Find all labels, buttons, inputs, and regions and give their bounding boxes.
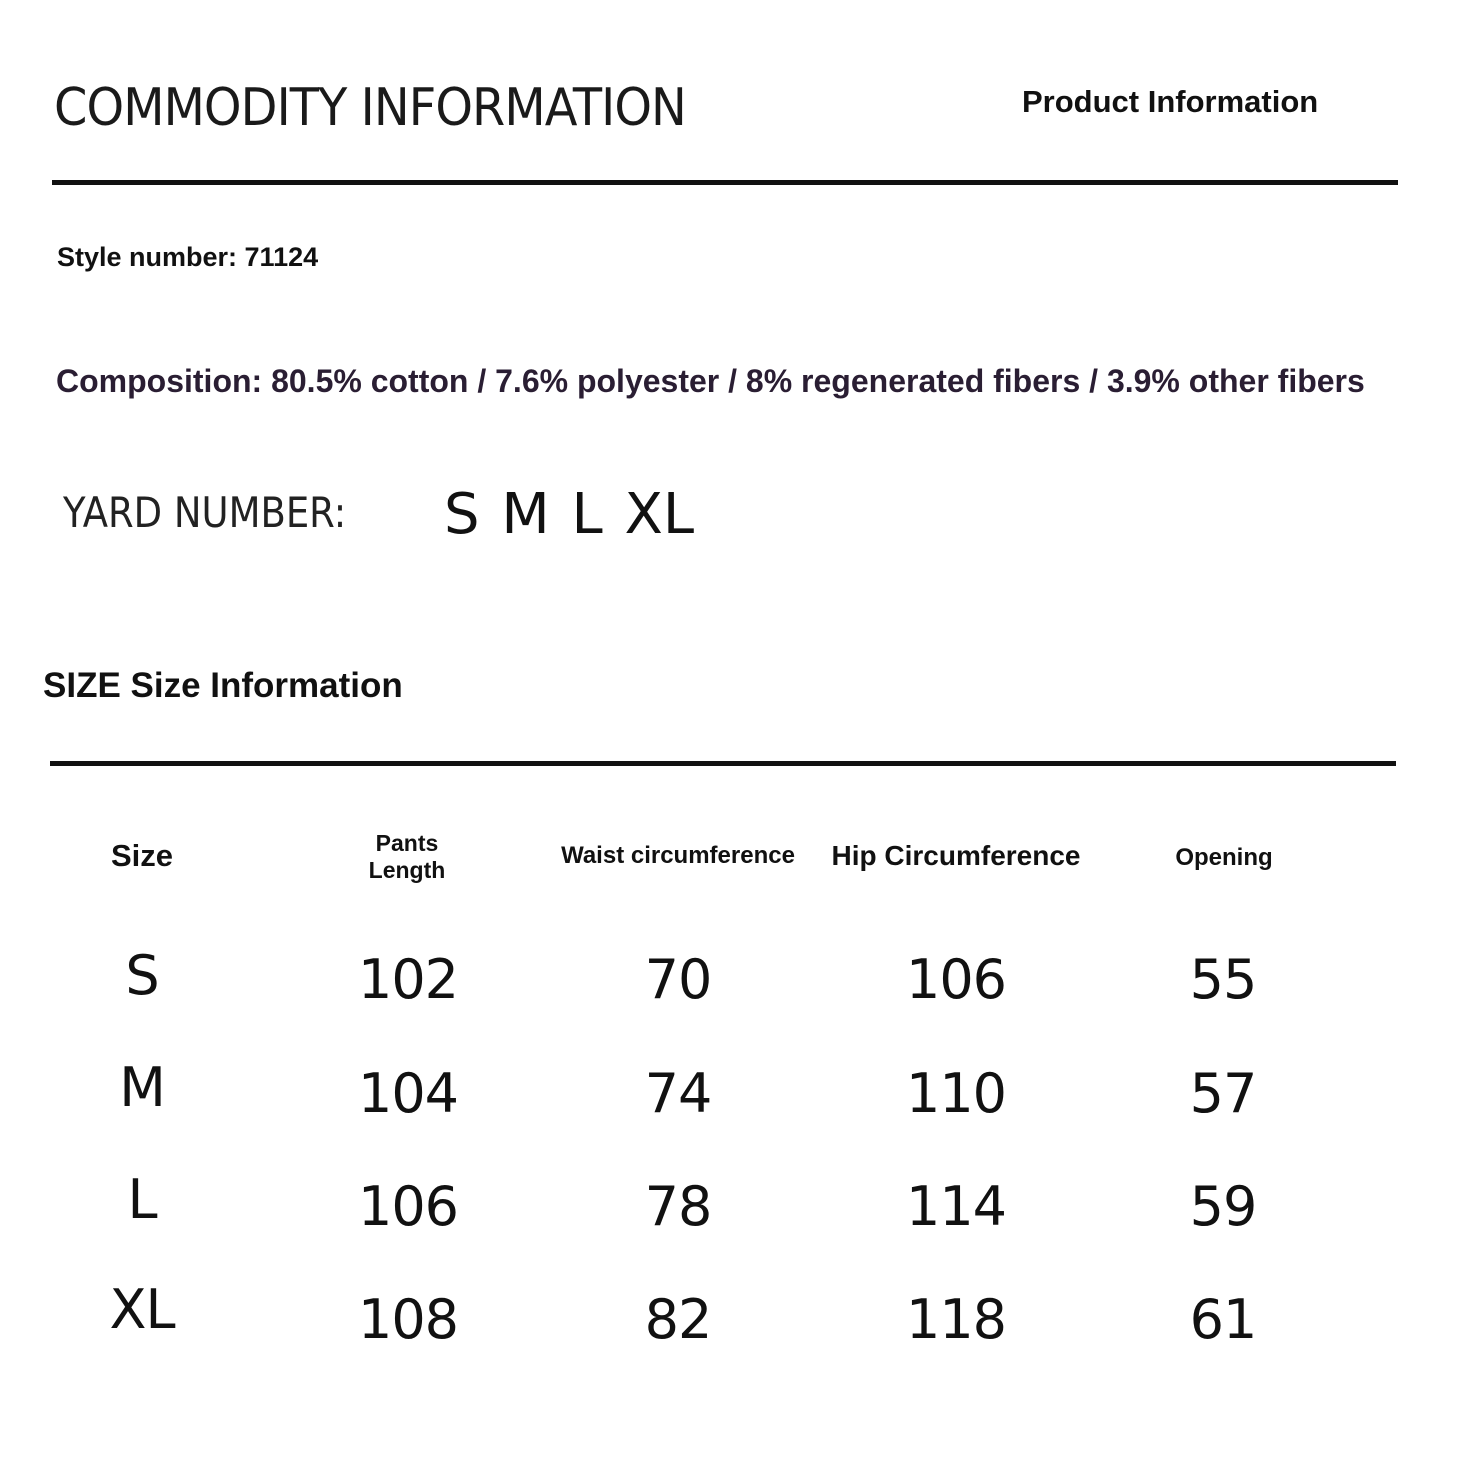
table-cell: M [119, 1056, 165, 1119]
table-cell: 104 [357, 1062, 459, 1125]
header-divider [52, 180, 1398, 185]
table-cell: 61 [1189, 1288, 1257, 1351]
table-cell: 78 [644, 1175, 712, 1238]
table-cell: 57 [1189, 1062, 1257, 1125]
composition: Composition: 80.5% cotton / 7.6% polyester / 8% regenerated fibers / 3.9% other fibers [56, 363, 1365, 399]
page-subtitle: Product Information [1022, 84, 1319, 119]
table-cell: 82 [644, 1288, 712, 1351]
style-number: Style number: 71124 [57, 242, 319, 272]
column-header-waist: Waist circumference [561, 842, 795, 869]
table-cell: 114 [905, 1175, 1007, 1238]
column-header-opening: Opening [1175, 844, 1273, 871]
table-cell: 70 [644, 948, 712, 1011]
table-cell: 108 [357, 1288, 459, 1351]
table-cell: 106 [357, 1175, 459, 1238]
table-cell: XL [109, 1278, 175, 1341]
column-header-hip: Hip Circumference [831, 840, 1081, 871]
page-title: COMMODITY INFORMATION [54, 78, 686, 138]
table-cell: 106 [905, 948, 1007, 1011]
yard-number-sizes: S M L XL [444, 482, 695, 547]
table-cell: 74 [644, 1062, 712, 1125]
table-cell: 59 [1189, 1175, 1257, 1238]
table-cell: 102 [357, 948, 459, 1011]
size-divider [50, 761, 1396, 766]
table-cell: 110 [905, 1062, 1007, 1125]
column-header-pants-length: Pants Length [368, 830, 446, 883]
size-section-heading: SIZE Size Information [43, 666, 403, 705]
yard-number-label: YARD NUMBER: [63, 488, 347, 537]
table-cell: S [125, 944, 159, 1007]
table-cell: 118 [905, 1288, 1007, 1351]
table-cell: 55 [1189, 948, 1257, 1011]
column-header-size: Size [110, 838, 174, 873]
table-cell: L [127, 1168, 157, 1231]
